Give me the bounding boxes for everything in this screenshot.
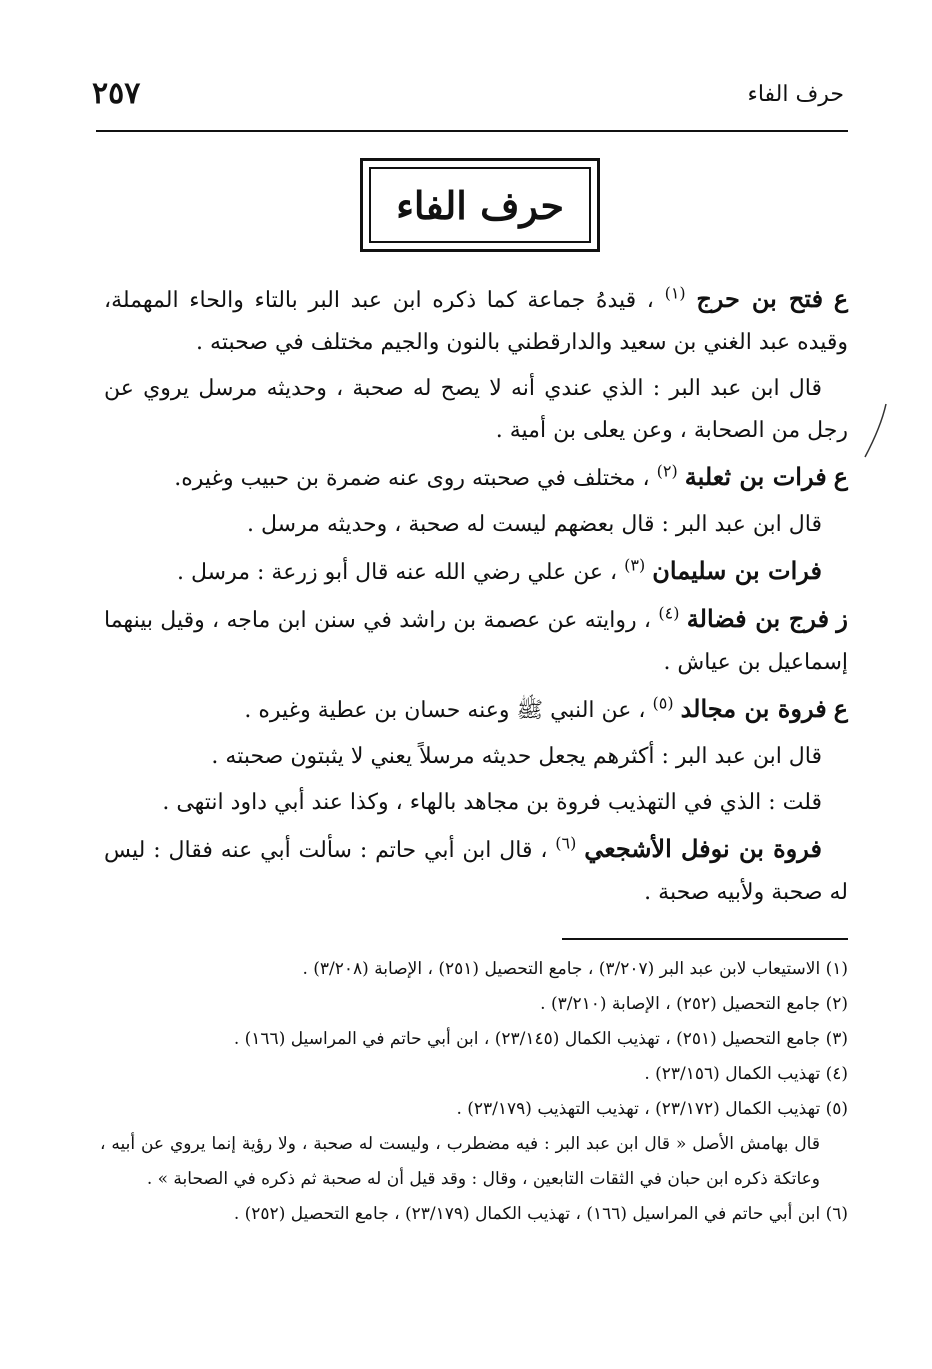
entry-furat-ibn-thalaba xyxy=(104,456,848,500)
footnote-ref: (٥) xyxy=(652,693,674,713)
footnote-2: (٢) جامع التحصيل (٢٥٢) ، الإصابة (٣/٢١٠) . xyxy=(540,994,848,1014)
main-text xyxy=(104,278,848,918)
entry-text: ، روايته عن عصمة بن راشد في سنن ابن ماجه ، وقيل بينهما إسماعيل بن عياش . xyxy=(104,608,848,675)
entry-text: قلت : الذي في التهذيب فروة بن مجاهد بالهاء ، وكذا عند أبي داود انتهى . xyxy=(162,790,822,815)
footnotes xyxy=(100,952,848,1232)
entry-furat-ibn-sulayman xyxy=(104,550,848,594)
entry-text: ، مختلف في صحبته روى عنه ضمرة بن حبيب وغيره. xyxy=(174,466,650,491)
running-title: حرف الفاء xyxy=(747,82,844,107)
paragraph-ibn-abd-al-barr xyxy=(104,504,848,546)
entry-farwa-ibn-mujalid xyxy=(104,688,848,732)
entry-text: قال ابن عبد البر : أكثرهم يجعل حديثه مرسلاً يعني لا يثبتون صحبته . xyxy=(211,744,822,769)
footnote-ref: (٢) xyxy=(656,461,678,481)
footnote-5: (٥) تهذيب الكمال (٢٣/١٧٢) ، تهذيب التهذيب (٢٣/١٧٩) . xyxy=(456,1099,848,1119)
footnote-3: (٣) جامع التحصيل (٢٥١) ، تهذيب الكمال (٢٣/١٤٥) ، ابن أبي حاتم في المراسيل (١٦٦) . xyxy=(233,1029,848,1049)
entry-prefix: ز xyxy=(836,604,848,633)
footnote-5-margin-note: قال بهامش الأصل « قال ابن عبد البر : فيه مضطرب ، وليست له صحبة ، ولا رؤية إنما يروي عن أبيه ، وعاتكة ذكره ابن حبان في الثقات التابعين ، وقال : وقد قيل أن له صحبة ثم ذكره في الصحابة » . xyxy=(100,1134,820,1189)
footnote-separator xyxy=(562,938,848,940)
footnote-1: (١) الاستيعاب لابن عبد البر (٣/٢٠٧) ، جامع التحصيل (٢٥١) ، الإصابة (٣/٢٠٨) . xyxy=(302,959,848,979)
entry-fath-ibn-haraj xyxy=(104,278,848,364)
entry-text: ، قال ابن أبي حاتم : سألت أبي عنه فقال : ليس له صحبة ولأبيه صحبة . xyxy=(104,838,848,905)
section-title-frame xyxy=(360,158,600,252)
header-rule xyxy=(96,130,848,132)
entry-text: ، قيدهُ جماعة كما ذكره ابن عبد البر بالتاء والحاء المهملة، وقيده عبد الغني بن سعيد والدارقطني بالنون والجيم مختلف في صحبته . xyxy=(104,288,848,355)
footnote-ref: (١) xyxy=(664,283,686,303)
margin-pen-mark xyxy=(862,402,890,460)
entry-name: فرج بن فضالة xyxy=(686,604,830,633)
entry-name: فتح بن حرج xyxy=(696,284,824,313)
paragraph-ibn-abd-al-barr xyxy=(104,736,848,778)
entry-name: فروة بن نوفل الأشجعي xyxy=(584,834,822,863)
footnote-ref: (٤) xyxy=(658,603,680,623)
paragraph-ibn-abd-al-barr xyxy=(104,368,848,452)
entry-name: فرات بن ثعلبة xyxy=(684,462,827,491)
entry-faraj-ibn-fadala xyxy=(104,598,848,684)
entry-prefix: ع xyxy=(833,462,848,491)
footnote-ref: (٣) xyxy=(624,555,646,575)
entry-text: ، عن النبي ﷺ وعنه حسان بن عطية وغيره . xyxy=(244,698,646,723)
entry-name: فرات بن سليمان xyxy=(652,556,822,585)
entry-name: فروة بن مجالد xyxy=(680,694,827,723)
entry-prefix: ع xyxy=(833,284,849,313)
page-number: ٢٥٧ xyxy=(92,76,141,111)
entry-text: قال ابن عبد البر : الذي عندي أنه لا يصح له صحبة ، وحديثه مرسل يروي عن رجل من الصحابة ، وعن يعلى بن أمية . xyxy=(104,376,848,443)
entry-text: ، عن علي رضي الله عنه قال أبو زرعة : مرسل . xyxy=(177,560,618,585)
entry-prefix: ع xyxy=(833,694,848,723)
section-title: حرف الفاء xyxy=(369,167,591,243)
footnote-ref: (٦) xyxy=(555,833,577,853)
entry-farwa-ibn-nawfal xyxy=(104,828,848,914)
footnote-6: (٦) ابن أبي حاتم في المراسيل (١٦٦) ، تهذيب الكمال (٢٣/١٧٩) ، جامع التحصيل (٢٥٢) . xyxy=(233,1204,848,1224)
footnote-4: (٤) تهذيب الكمال (٢٣/١٥٦) . xyxy=(644,1064,848,1084)
paragraph-qultu xyxy=(104,782,848,824)
entry-text: قال ابن عبد البر : قال بعضهم ليست له صحبة ، وحديثه مرسل . xyxy=(246,512,822,537)
